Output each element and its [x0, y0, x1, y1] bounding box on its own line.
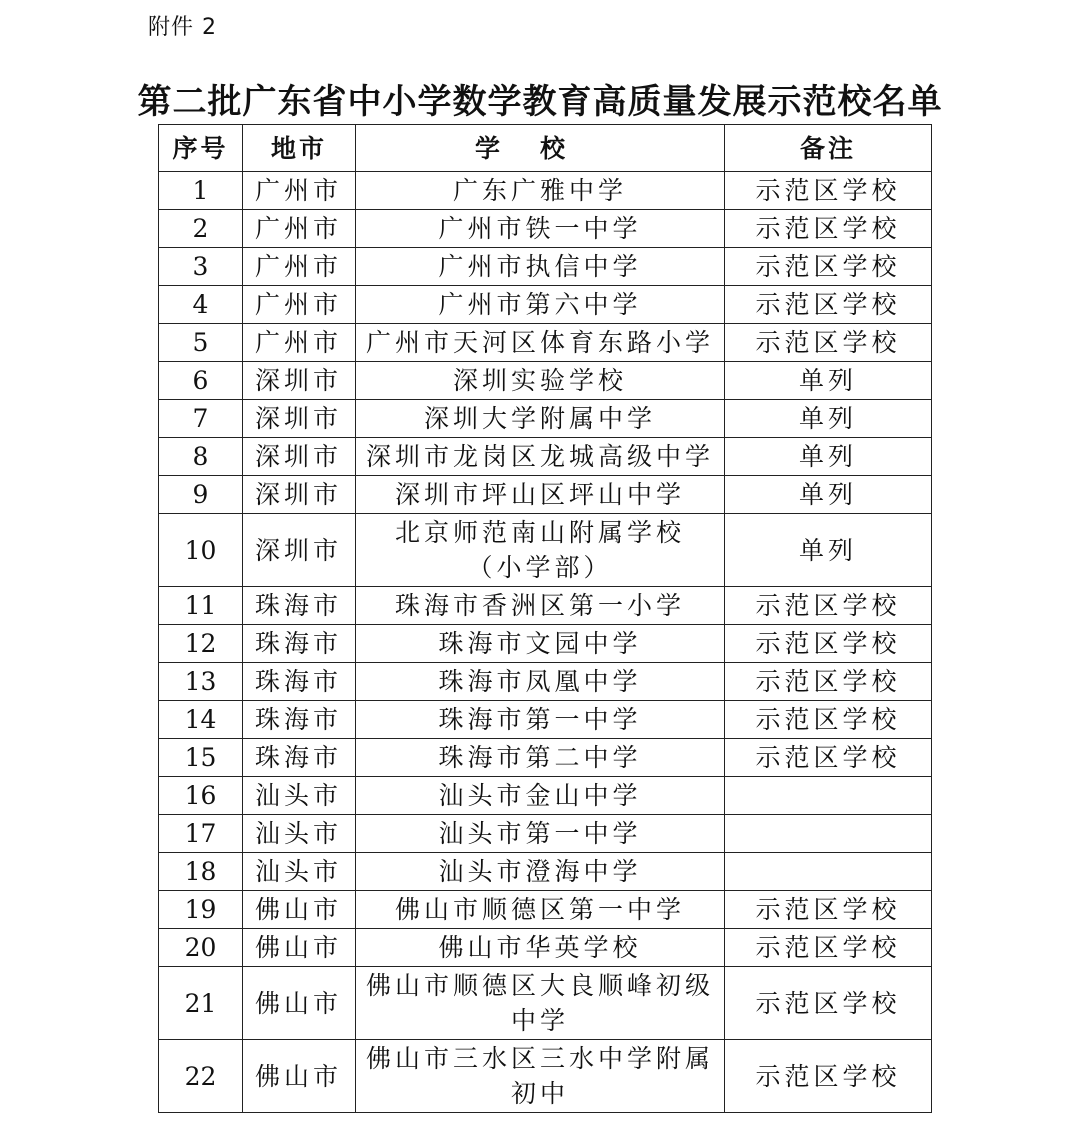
row-note: 示范区学校 — [725, 286, 932, 324]
table-row — [159, 701, 932, 739]
row-school — [356, 663, 725, 701]
school-name-line1: 珠海市凤凰中学 — [438, 667, 642, 696]
row-school — [356, 701, 725, 739]
row-index: 4 — [159, 286, 243, 324]
row-school — [356, 476, 725, 514]
row-city: 广州市 — [243, 210, 356, 248]
document-title: 第二批广东省中小学数学教育高质量发展示范校名单 — [137, 82, 943, 122]
table-row — [159, 929, 932, 967]
row-city: 广州市 — [243, 172, 356, 210]
table-row — [159, 891, 932, 929]
row-city: 深圳市 — [243, 400, 356, 438]
row-note: 示范区学校 — [725, 663, 932, 701]
row-index: 3 — [159, 248, 243, 286]
row-index: 13 — [159, 663, 243, 701]
row-index: 19 — [159, 891, 243, 929]
row-school — [356, 777, 725, 815]
school-name-line1: 广东广雅中学 — [452, 176, 627, 205]
row-index: 18 — [159, 853, 243, 891]
school-name-line1: 广州市执信中学 — [438, 252, 642, 281]
table-row — [159, 967, 932, 1040]
row-city: 深圳市 — [243, 362, 356, 400]
school-name-line1: 汕头市金山中学 — [438, 781, 642, 810]
school-name-line1: 深圳市龙岗区龙城高级中学 — [365, 442, 714, 471]
row-school — [356, 625, 725, 663]
school-name-line1: 珠海市第一中学 — [438, 705, 642, 734]
row-index: 10 — [159, 514, 243, 587]
table-row — [159, 400, 932, 438]
row-school — [356, 172, 725, 210]
school-name-line1: 珠海市文园中学 — [438, 629, 642, 658]
table-row — [159, 210, 932, 248]
row-city: 珠海市 — [243, 587, 356, 625]
row-city: 佛山市 — [243, 1040, 356, 1113]
table-header-row — [159, 125, 932, 172]
school-name-line1: 深圳市坪山区坪山中学 — [394, 480, 685, 509]
row-note: 示范区学校 — [725, 587, 932, 625]
row-note: 示范区学校 — [725, 891, 932, 929]
header-school: 学校 — [356, 125, 725, 172]
row-school — [356, 210, 725, 248]
school-name-line1: 汕头市澄海中学 — [438, 857, 642, 886]
school-name-line1: 广州市天河区体育东路小学 — [365, 328, 714, 357]
table-row — [159, 815, 932, 853]
school-name-line1: 佛山市顺德区第一中学 — [394, 895, 685, 924]
row-school — [356, 286, 725, 324]
row-index: 14 — [159, 701, 243, 739]
row-school — [356, 514, 725, 587]
school-name-line1: 深圳实验学校 — [452, 366, 627, 395]
row-note: 示范区学校 — [725, 739, 932, 777]
row-note: 单列 — [725, 400, 932, 438]
school-name-line1: 深圳大学附属中学 — [423, 404, 656, 433]
row-city: 广州市 — [243, 248, 356, 286]
row-city: 佛山市 — [243, 929, 356, 967]
row-index: 21 — [159, 967, 243, 1040]
row-index: 17 — [159, 815, 243, 853]
row-index: 9 — [159, 476, 243, 514]
table-row — [159, 777, 932, 815]
row-note: 示范区学校 — [725, 701, 932, 739]
row-index: 7 — [159, 400, 243, 438]
row-city: 珠海市 — [243, 739, 356, 777]
row-note: 示范区学校 — [725, 324, 932, 362]
row-note: 单列 — [725, 514, 932, 587]
row-index: 12 — [159, 625, 243, 663]
table-row — [159, 438, 932, 476]
row-school — [356, 929, 725, 967]
row-index: 11 — [159, 587, 243, 625]
row-note: 示范区学校 — [725, 929, 932, 967]
row-school — [356, 1040, 725, 1113]
school-name-line2: （小学部） — [467, 553, 613, 582]
school-name-line2: 初中 — [510, 1079, 569, 1108]
table-row — [159, 663, 932, 701]
row-index: 6 — [159, 362, 243, 400]
row-city: 佛山市 — [243, 891, 356, 929]
school-name-line1: 汕头市第一中学 — [438, 819, 642, 848]
table-row — [159, 362, 932, 400]
row-index: 16 — [159, 777, 243, 815]
row-school — [356, 891, 725, 929]
school-list-table — [158, 124, 932, 1113]
school-name-line1: 珠海市第二中学 — [438, 743, 642, 772]
row-city: 汕头市 — [243, 777, 356, 815]
row-school — [356, 967, 725, 1040]
row-city: 深圳市 — [243, 514, 356, 587]
table-row — [159, 625, 932, 663]
table-body — [159, 172, 932, 1113]
row-city: 佛山市 — [243, 967, 356, 1040]
table-row — [159, 324, 932, 362]
header-city: 地市 — [243, 125, 356, 172]
row-note: 示范区学校 — [725, 967, 932, 1040]
row-note: 示范区学校 — [725, 625, 932, 663]
row-city: 广州市 — [243, 286, 356, 324]
table-row — [159, 172, 932, 210]
table-row — [159, 286, 932, 324]
row-school — [356, 438, 725, 476]
row-city: 汕头市 — [243, 815, 356, 853]
school-name-line1: 佛山市三水区三水中学附属 — [365, 1044, 714, 1073]
row-city: 珠海市 — [243, 663, 356, 701]
row-note — [725, 815, 932, 853]
school-name-line1: 珠海市香洲区第一小学 — [394, 591, 685, 620]
school-name-line2: 中学 — [510, 1006, 569, 1035]
table-row — [159, 248, 932, 286]
row-school — [356, 587, 725, 625]
row-city: 珠海市 — [243, 625, 356, 663]
row-city: 珠海市 — [243, 701, 356, 739]
row-index: 22 — [159, 1040, 243, 1113]
table-row — [159, 739, 932, 777]
row-note: 示范区学校 — [725, 248, 932, 286]
table-row — [159, 853, 932, 891]
row-school — [356, 815, 725, 853]
row-note: 示范区学校 — [725, 210, 932, 248]
school-name-line1: 佛山市华英学校 — [438, 933, 642, 962]
row-index: 8 — [159, 438, 243, 476]
school-name-line1: 佛山市顺德区大良顺峰初级 — [365, 971, 714, 1000]
row-school — [356, 324, 725, 362]
table-row — [159, 1040, 932, 1113]
header-index: 序号 — [159, 125, 243, 172]
table-row — [159, 514, 932, 587]
school-name-line1: 北京师范南山附属学校 — [394, 518, 685, 547]
row-note: 示范区学校 — [725, 1040, 932, 1113]
school-name-line1: 广州市铁一中学 — [438, 214, 642, 243]
row-school — [356, 400, 725, 438]
row-index: 20 — [159, 929, 243, 967]
school-name-line1: 广州市第六中学 — [438, 290, 642, 319]
row-city: 广州市 — [243, 324, 356, 362]
row-city: 深圳市 — [243, 476, 356, 514]
row-city: 汕头市 — [243, 853, 356, 891]
row-note — [725, 853, 932, 891]
table-row — [159, 476, 932, 514]
table-row — [159, 587, 932, 625]
row-note: 单列 — [725, 476, 932, 514]
row-city: 深圳市 — [243, 438, 356, 476]
row-index: 15 — [159, 739, 243, 777]
row-note — [725, 777, 932, 815]
row-note: 单列 — [725, 362, 932, 400]
row-index: 2 — [159, 210, 243, 248]
row-note: 单列 — [725, 438, 932, 476]
row-note: 示范区学校 — [725, 172, 932, 210]
row-school — [356, 739, 725, 777]
row-school — [356, 853, 725, 891]
row-school — [356, 248, 725, 286]
row-index: 1 — [159, 172, 243, 210]
row-school — [356, 362, 725, 400]
header-note: 备注 — [725, 125, 932, 172]
row-index: 5 — [159, 324, 243, 362]
attachment-label: 附件 2 — [148, 15, 217, 40]
